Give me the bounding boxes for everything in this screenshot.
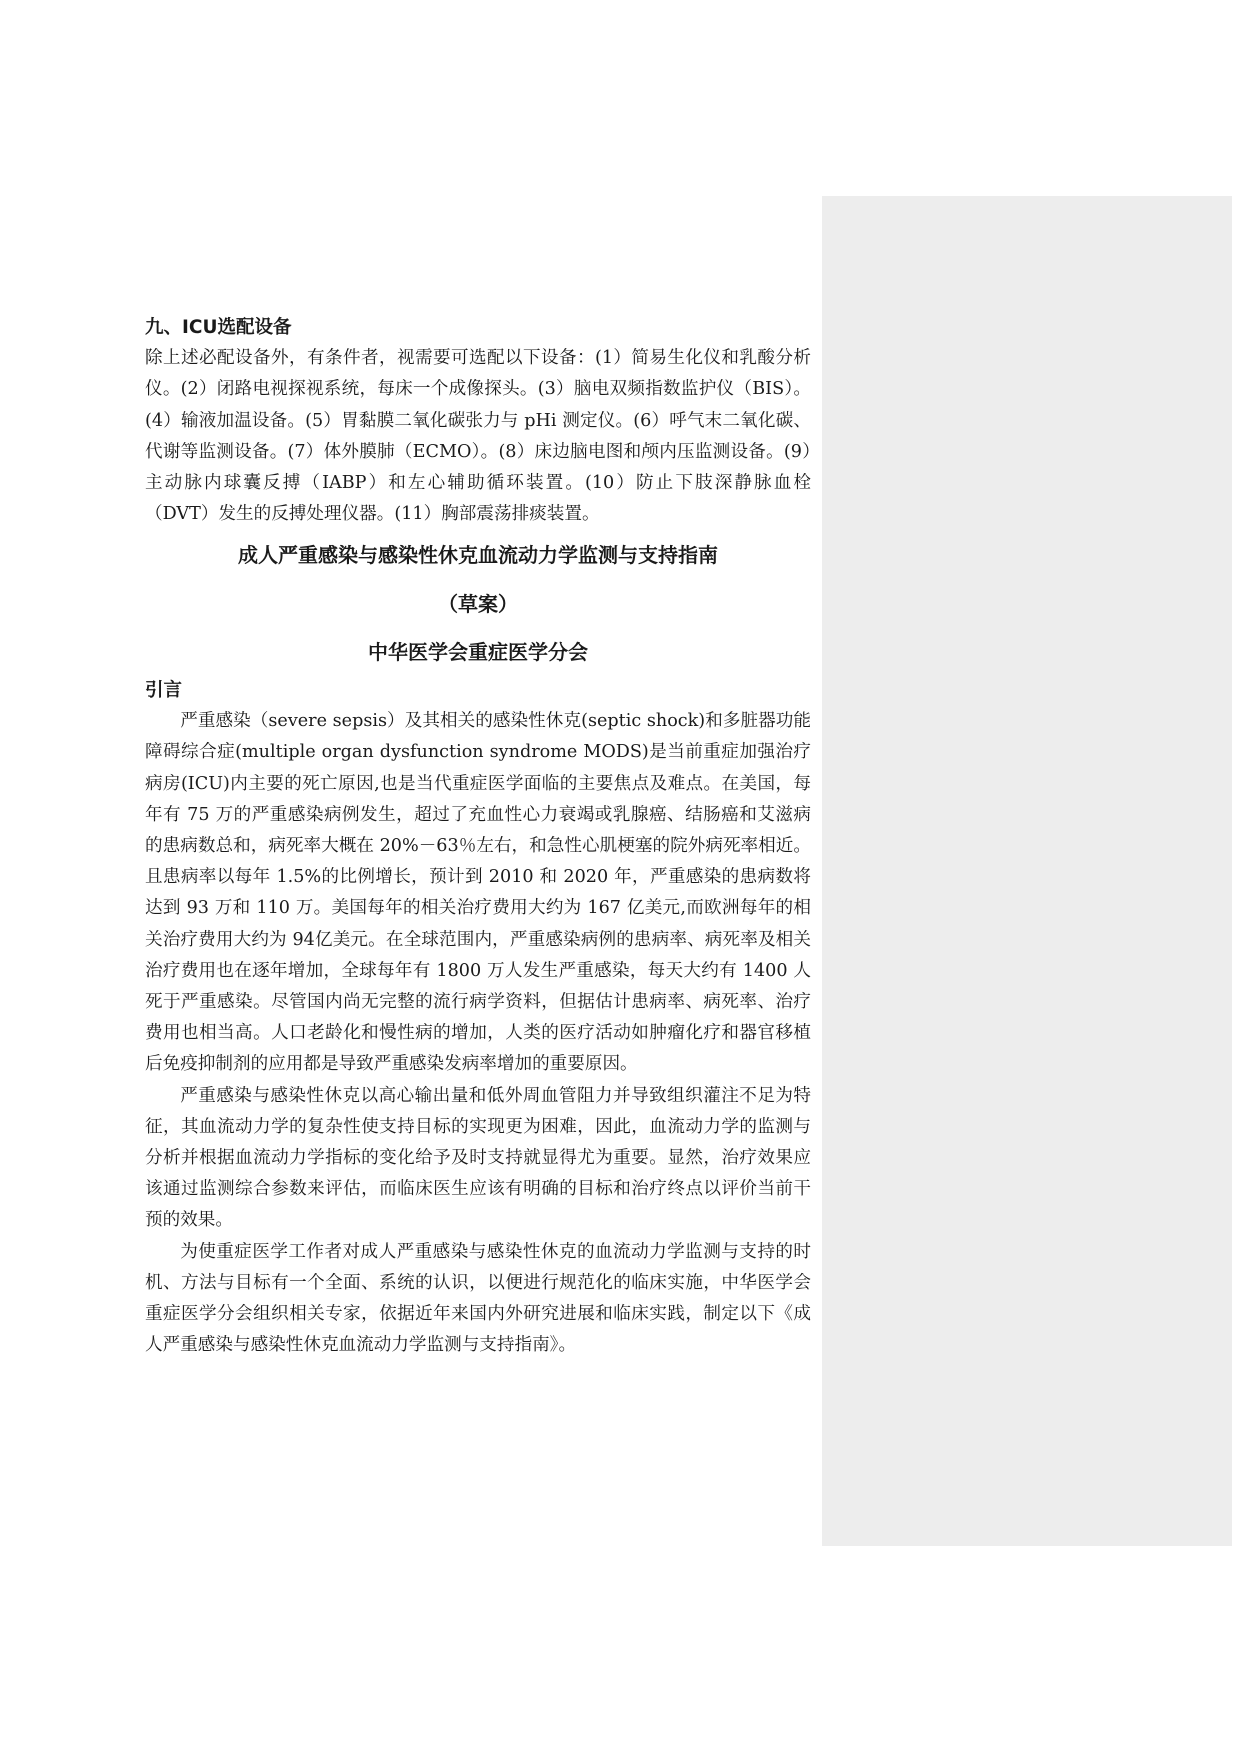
comment-margin-pane [822, 196, 1232, 1546]
introduction-paragraph: 严重感染与感染性休克以高心输出量和低外周血管阻力并导致组织灌注不足为特征，其血流动力学的复杂性使支持目标的实现更为困难，因此，血流动力学的监测与分析并根据血流动力学指标的变化给予及时支持就显得尤为重要。显然，治疗效果应该通过监测综合参数来评估，而临床医生应该有明确的目标和治疗终点以评价当前干预的效果。 [145, 1085, 811, 1231]
document-organization: 中华医学会重症医学分会 [368, 639, 588, 664]
introduction-paragraph: 严重感染（severe sepsis）及其相关的感染性休克(septic shock)和多脏器功能障碍综合症(multiple organ dysfunction syndrome MODS)是当前重症加强治疗病房(ICU)内主要的死亡原因,也是当代重症医学面临的主要焦点及难点。在美国，每年有 75 万的严重感染病例发生，超过了充血性心力衰竭或乳腺癌、结肠癌和艾滋病的患病数总和，病死率大概在 20%－63％左右，和急性心肌梗塞的院外病死率相近。且患病率以每年 1.5%的比例增长，预计到 2010 和 2020 年，严重感染的患病数将达到 93 万和 110 万。美国每年的相关治疗费用大约为 167 亿美元,而欧洲每年的相关治疗费用大约为 94亿美元。在全球范围内，严重感染病例的患病率、病死率及相关治疗费用也在逐年增加，全球每年有 1800 万人发生严重感染，每天大约有 1400 人死于严重感染。尽管国内尚无完整的流行病学资料，但据估计患病率、病死率、治疗费用也相当高。人口老龄化和慢性病的增加，人类的医疗活动如肿瘤化疗和器官移植后免疫抑制剂的应用都是导致严重感染发病率增加的重要原因。 [145, 711, 811, 1075]
document-subtitle: （草案） [438, 591, 518, 616]
document-title: 成人严重感染与感染性休克血流动力学监测与支持指南 [238, 543, 718, 568]
page-content [145, 312, 811, 1362]
section-heading: 九、ICU选配设备 [145, 317, 292, 338]
section-paragraph: 除上述必配设备外，有条件者，视需要可选配以下设备：(1）简易生化仪和乳酸分析仪。(2）闭路电视探视系统，每床一个成像探头。(3）脑电双频指数监护仪（BIS）。(4）输液加温设备。(5）胃黏膜二氧化碳张力与 pHi 测定仪。(6）呼气末二氧化碳、代谢等监测设备。(7）体外膜肺（ECMO）。(8）床边脑电图和颅内压监测设备。(9）主动脉内球囊反搏（IABP）和左心辅助循环装置。(10）防止下肢深静脉血栓（DVT）发生的反搏处理仪器。(11）胸部震荡排痰装置。 [145, 348, 811, 525]
introduction-paragraph: 为使重症医学工作者对成人严重感染与感染性休克的血流动力学监测与支持的时机、方法与目标有一个全面、系统的认识，以便进行规范化的临床实施，中华医学会重症医学分会组织相关专家，依据近年来国内外研究进展和临床实践，制定以下《成人严重感染与感染性休克血流动力学监测与支持指南》。 [145, 1241, 811, 1356]
introduction-heading: 引言 [145, 680, 183, 702]
